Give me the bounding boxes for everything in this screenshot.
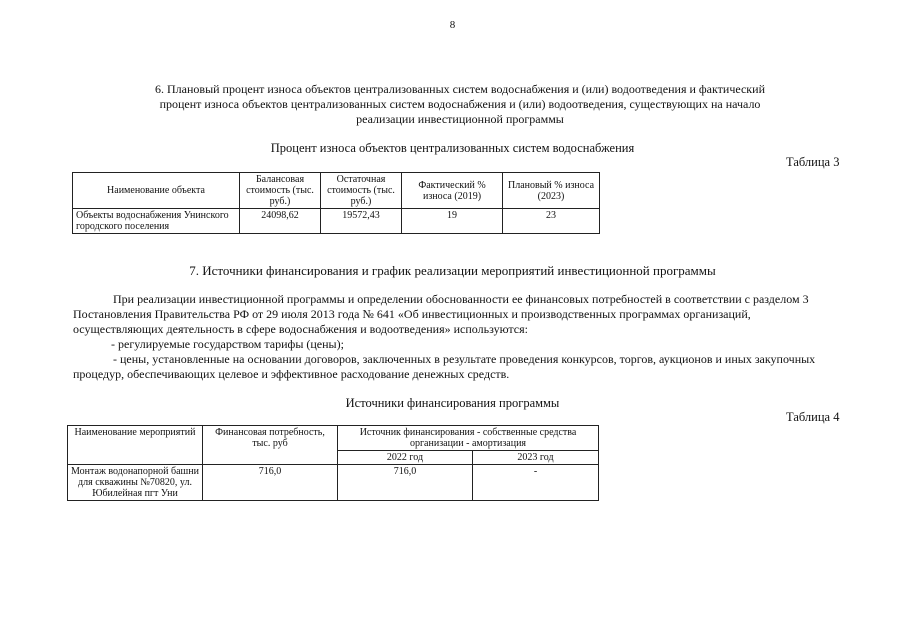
table3-header-cell: Остаточная стоимость (тыс. руб.) xyxy=(321,173,402,209)
table4-header-source: Источник финансирования - собственные средства организации - амортизация xyxy=(338,426,599,451)
table4-header-2023: 2023 год xyxy=(473,451,599,465)
table3-cell: 24098,62 xyxy=(240,209,321,234)
section6-heading xyxy=(120,82,800,127)
table4-cell: - xyxy=(473,465,599,501)
table4-header-row xyxy=(68,426,599,451)
table3-cell: Объекты водоснабжения Унинского городского поселения xyxy=(73,209,240,234)
table4 xyxy=(67,425,599,501)
bullet-item: - регулируемые государством тарифы (цены); xyxy=(111,337,344,351)
table3 xyxy=(72,172,600,234)
table-row xyxy=(68,465,599,501)
table-row xyxy=(73,209,600,234)
section6-heading-line1: 6. Плановый процент износа объектов централизованных систем водоснабжения и (или) водоотведения и фактический xyxy=(155,82,765,96)
table4-label: Таблица 4 xyxy=(786,410,840,424)
table3-header-cell: Наименование объекта xyxy=(73,173,240,209)
table3-cell: 19 xyxy=(402,209,503,234)
table3-label: Таблица 3 xyxy=(786,155,840,169)
table3-caption: Процент износа объектов централизованных систем водоснабжения xyxy=(270,141,635,155)
table3-cell: 19572,43 xyxy=(321,209,402,234)
table3-header-cell: Фактический % износа (2019) xyxy=(402,173,503,209)
section6-heading-line3: реализации инвестиционной программы xyxy=(356,112,564,126)
table4-header-2022: 2022 год xyxy=(338,451,473,465)
table4-header-name: Наименование мероприятий xyxy=(68,426,203,465)
table4-caption: Источники финансирования программы xyxy=(345,396,560,410)
table3-header-cell: Плановый % износа (2023) xyxy=(503,173,600,209)
paragraph: При реализации инвестиционной программы и определении обоснованности ее финансовых потребностей в соответствии с разделом 3 Постановления Правительства РФ от 29 июля 2013 года № 641 «Об инвестиционных и производственных программах организаций, осуществляющих деятельность в сфере водоснабжения и водоотведения» используются: xyxy=(73,292,809,336)
table3-header-cell: Балансовая стоимость (тыс. руб.) xyxy=(240,173,321,209)
table4-cell: 716,0 xyxy=(338,465,473,501)
table4-header-need: Финансовая потребность, тыс. руб xyxy=(203,426,338,465)
section7-body xyxy=(73,292,833,382)
page-number: 8 xyxy=(449,19,456,31)
section6-heading-line2: процент износа объектов централизованных систем водоснабжения и (или) водоотведения, существующих на начало xyxy=(159,97,761,111)
bullet-item: - цены, установленные на основании договоров, заключенных в результате проведения конкурсов, торгов, аукционов и иных закупочных процедур, обеспечивающих целевое и эффективное расходование денежных средств. xyxy=(73,352,816,381)
table3-cell: 23 xyxy=(503,209,600,234)
section7-heading: 7. Источники финансирования и график реализации мероприятий инвестиционной программы xyxy=(189,263,716,278)
table4-cell: 716,0 xyxy=(203,465,338,501)
table4-cell: Монтаж водонапорной башни для скважины №70820, ул. Юбилейная пгт Уни xyxy=(68,465,203,501)
table3-header-row xyxy=(73,173,600,209)
